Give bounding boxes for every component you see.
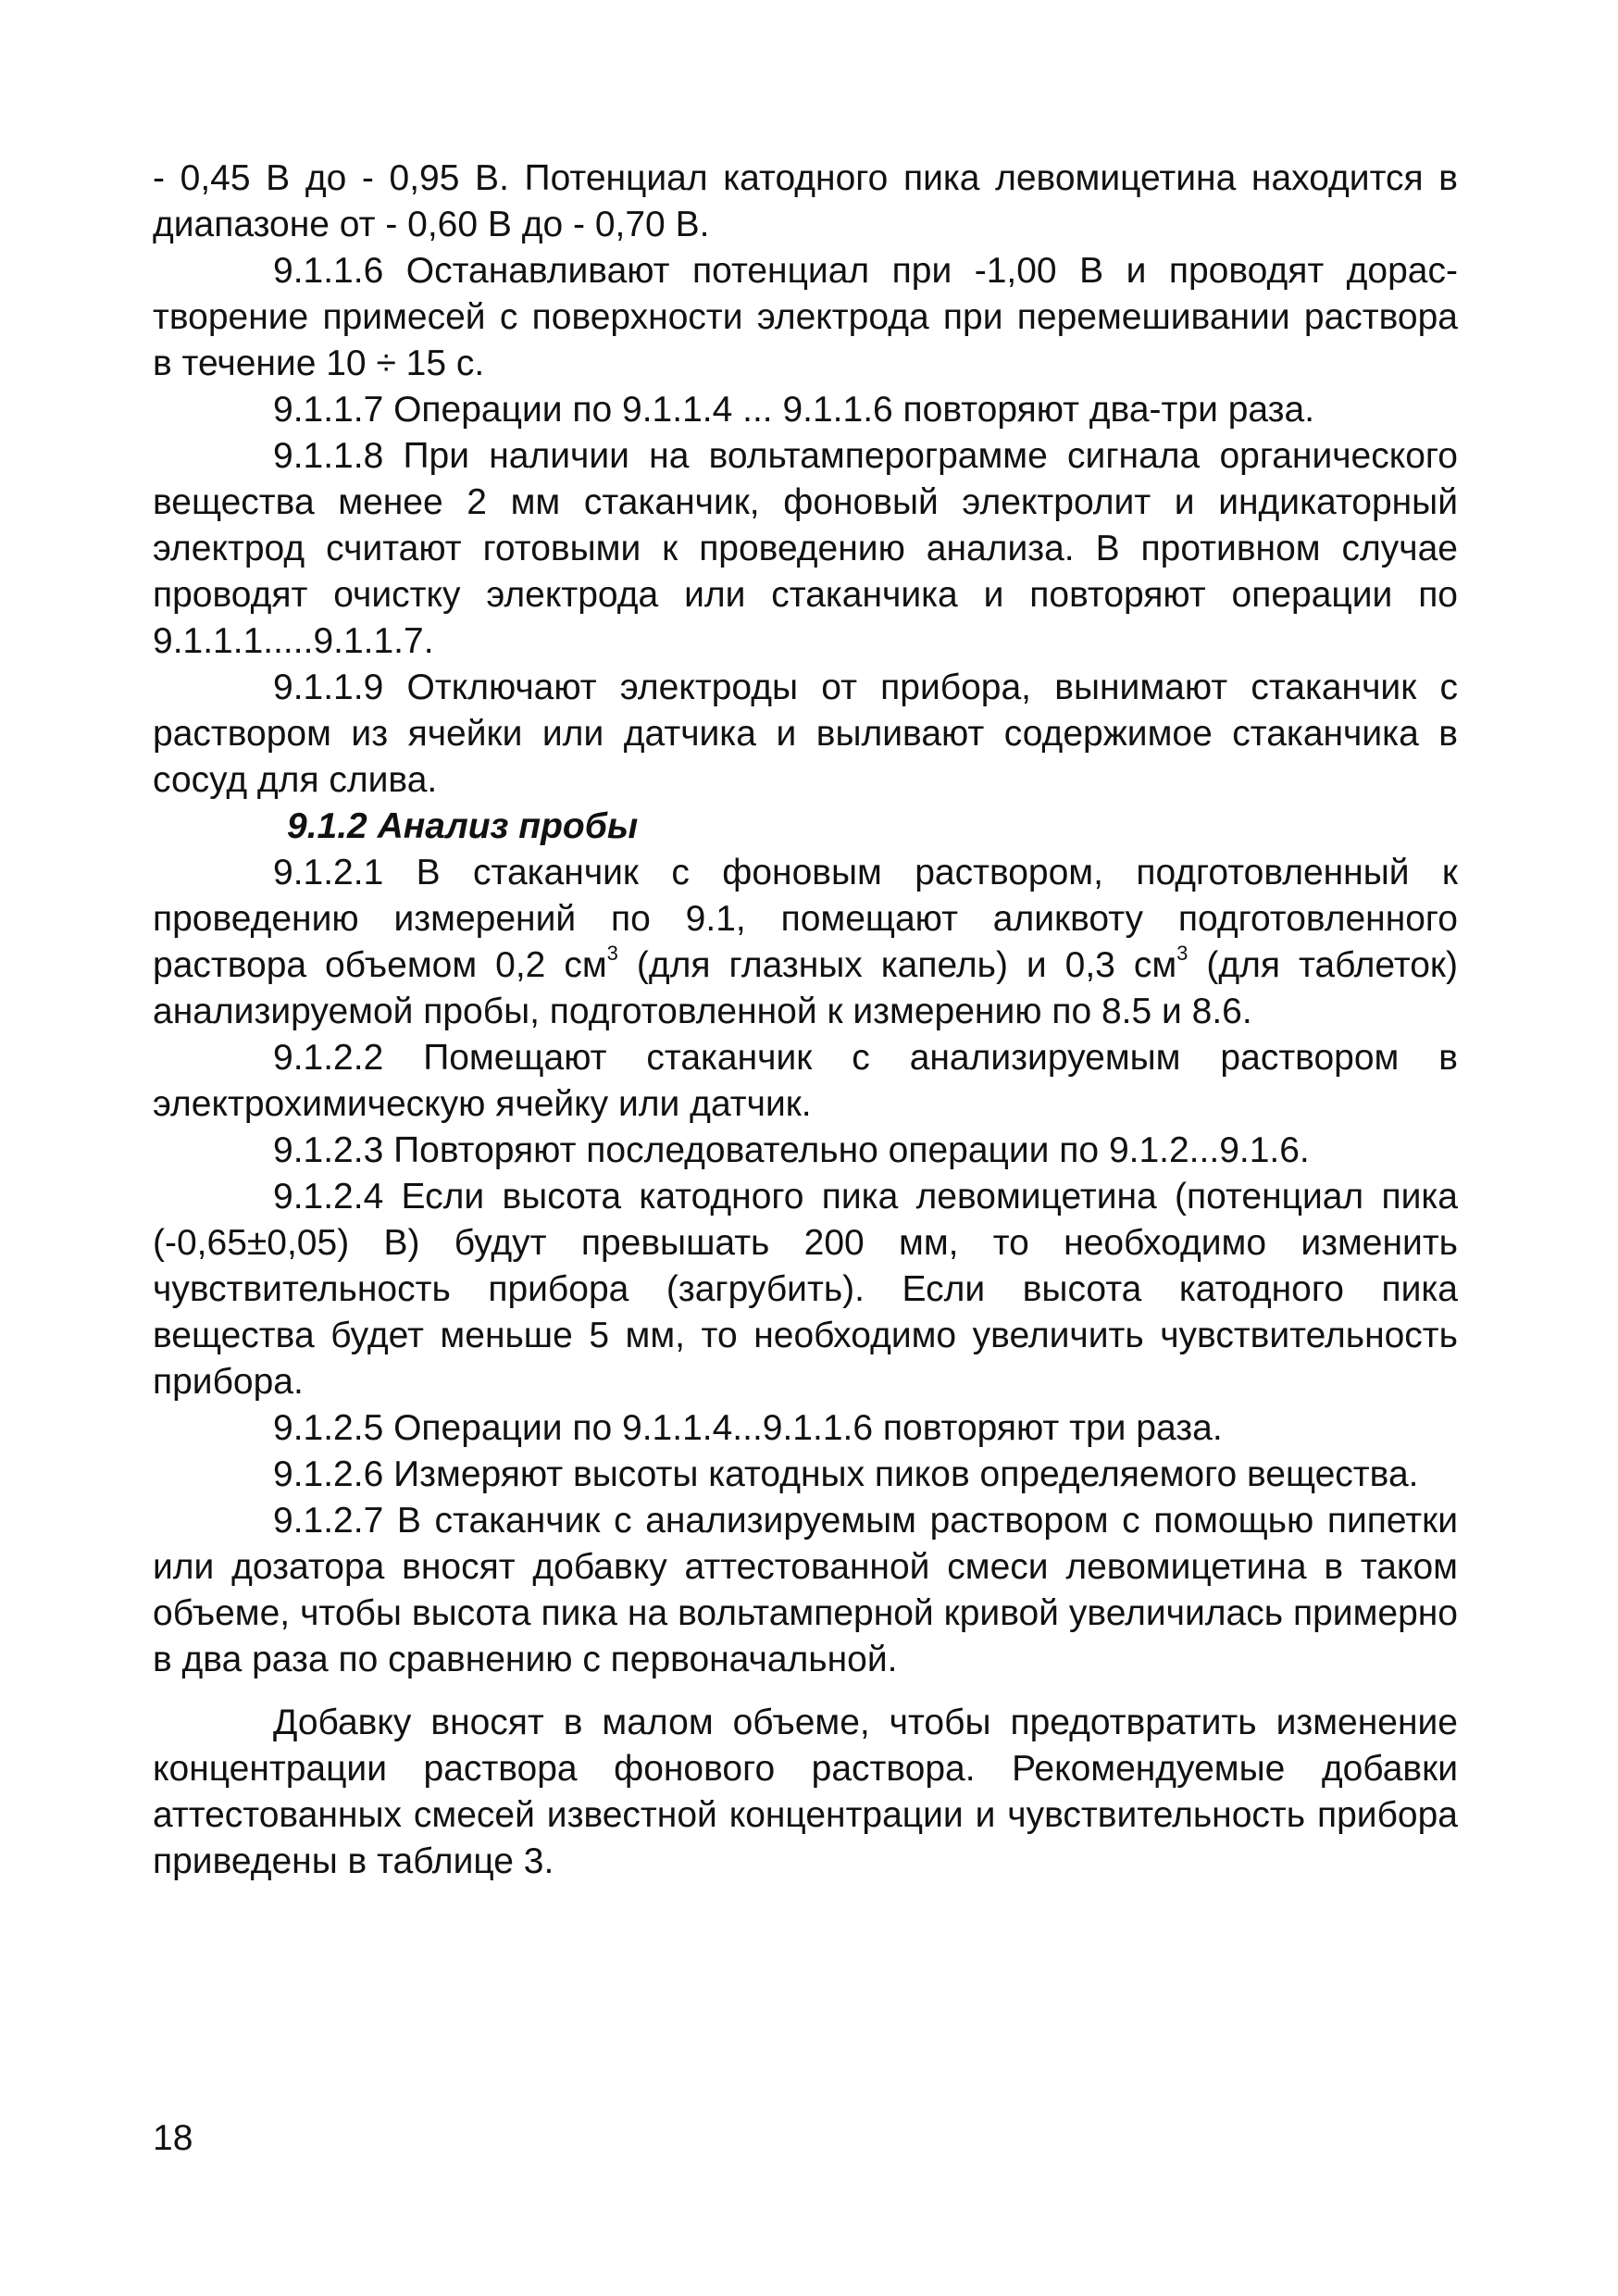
paragraph-9-1-2-3: 9.1.2.3 Повторяют последовательно операции по 9.1.2...9.1.6.: [273, 1130, 1310, 1170]
text-run: 9.1.2.1 В стаканчик с фоновым раствором, подготовленный к проведению измерений по 9.1, помещают аликвоту подготовленного раствора объемом 0,2 см: [153, 853, 1458, 985]
paragraph-9-1-2-1: [153, 850, 1458, 1035]
paragraph-9-1-2-7: 9.1.2.7 В стаканчик с анализируемым раствором с помощью пипетки или дозатора вносят добавку аттестованной смеси левомицетина в таком объеме, чтобы высота пика на вольтамперной кривой увеличилась примерно в два раза по сравнению с первоначальной.: [153, 1501, 1458, 1679]
superscript: 3: [1176, 942, 1189, 965]
paragraph-9-1-1-8: 9.1.1.8 При наличии на вольтамперограмме сигнала органического вещества менее 2 мм стаканчик, фоновый электролит и индикаторный электрод считают готовыми к проведению анализа. В противном случае проводят очистку электрода или стаканчика и повторяют операции по 9.1.1.1.....9.1.1.7.: [153, 436, 1458, 661]
paragraph-9-1-2-5: 9.1.2.5 Операции по 9.1.1.4...9.1.1.6 повторяют три раза.: [273, 1408, 1223, 1448]
paragraph-potential-range: - 0,45 В до - 0,95 В. Потенциал катодного пика левомицетина находится в диапазоне от - 0,60 В до - 0,70 В.: [153, 158, 1458, 244]
paragraph-9-1-2-4: 9.1.2.4 Если высота катодного пика левомицетина (потенциал пика (-0,65±0,05) В) будут превышать 200 мм, то необходимо изменить чувствительность прибора (загрубить). Если высота катодного пика вещества будет меньше 5 мм, то необходимо увеличить чувствительность прибора.: [153, 1177, 1458, 1402]
page-body: [153, 156, 1458, 1885]
paragraph-9-1-2-2: 9.1.2.2 Помещают стаканчик с анализируемым раствором в электрохимическую ячейку или датчик.: [153, 1038, 1458, 1124]
paragraph-9-1-2-6: 9.1.2.6 Измеряют высоты катодных пиков определяемого вещества.: [273, 1454, 1419, 1494]
section-heading: 9.1.2 Анализ пробы: [287, 806, 639, 846]
page-number: 18: [153, 2118, 193, 2158]
paragraph-9-1-1-6: 9.1.1.6 Останавливают потенциал при -1,00 В и проводят дорастворение примесей с поверхности электрода при перемешивании раствора в течение 10 ÷ 15 с.: [153, 251, 1458, 383]
text-run: (для глазных капель) и 0,3 см: [617, 945, 1177, 985]
text-run: (для таблеток) анализируемой пробы, подготовленной к измерению по 8.5 и 8.6.: [153, 945, 1458, 1031]
paragraph-9-1-1-7: 9.1.1.7 Операции по 9.1.1.4 ... 9.1.1.6 повторяют два-три раза.: [273, 390, 1315, 430]
superscript: 3: [606, 942, 618, 965]
paragraph-additive-note: Добавку вносят в малом объеме, чтобы предотвратить изменение концентрации раствора фонового раствора. Рекомендуемые добавки аттестованных смесей известной концентрации и чувствительность прибора приведены в таблице 3.: [153, 1703, 1458, 1881]
paragraph-9-1-1-9: 9.1.1.9 Отключают электроды от прибора, вынимают стаканчик с раствором из ячейки или датчика и выливают содержимое стаканчика в сосуд для слива.: [153, 668, 1458, 800]
